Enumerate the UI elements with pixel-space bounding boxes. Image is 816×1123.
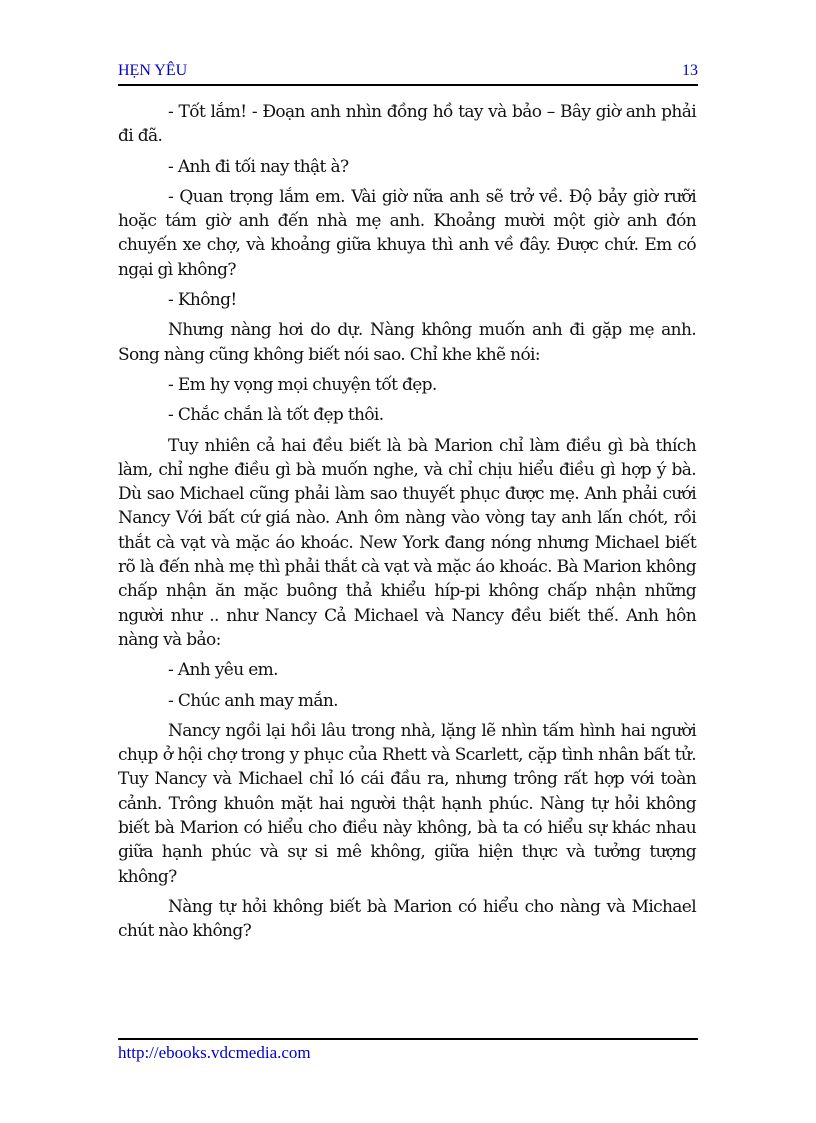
paragraph: Nàng tự hỏi không biết bà Marion có hiểu cho nàng và Michael chút nào không? — [118, 896, 696, 942]
paragraph: - Chúc anh may mắn. — [168, 690, 338, 711]
paragraph: - Anh yêu em. — [168, 660, 278, 681]
paragraph: - Anh đi tối nay thật à? — [168, 156, 349, 177]
paragraph: Nancy ngồi lại hồi lâu trong nhà, lặng lẽ nhìn tấm hình hai người chụp ở hội chợ trong y phục của Rhett và Scarlett, cặp tình nhân bất tử. Tuy Nancy và Michael chỉ ló cái đầu ra, nhưng trông rất hợp với toàn cảnh. Trông khuôn mặt hai người thật hạnh phúc. Nàng tự hỏi không biết bà Marion có hiểu cho điều này không, bà ta có hiểu sự khác nhau giữa hạnh phúc và sự si mê không, giữa hiện thực và tưởng tượng không? — [118, 720, 696, 887]
running-header — [118, 62, 698, 82]
paragraph: Nhưng nàng hơi do dự. Nàng không muốn anh đi gặp mẹ anh. Song nàng cũng không biết nói sao. Chỉ khe khẽ nói: — [118, 320, 696, 365]
paragraph: - Em hy vọng mọi chuyện tốt đẹp. — [168, 374, 437, 395]
paragraph: Tuy nhiên cả hai đều biết là bà Marion chỉ làm điều gì bà thích làm, chỉ nghe điều gì bà muốn nghe, và chỉ chịu hiểu điều gì hợp ý bà. Dù sao Michael cũng phải làm sao thuyết phục được mẹ. Anh phải cưới Nancy Với bất cứ giá nào. Anh ôm nàng vào vòng tay anh lấn chót, rồi thắt cà vạt và mặc áo khoác. New York đang nóng nhưng Michael biết rõ là đến nhà mẹ thì phải thắt cà vạt và mặc áo khoác. Bà Marion không chấp nhận ăn mặc buông thả khiểu híp-pi không chấp nhận những người như .. như Nancy Cả Michael và Nancy đều biết thế. Anh hôn nàng và bảo: — [118, 435, 696, 650]
book-title: HẸN YÊU — [118, 62, 188, 79]
footer-divider — [118, 1038, 698, 1040]
header-divider — [118, 84, 698, 86]
paragraph: - Quan trọng lắm em. Vài giờ nữa anh sẽ trở về. Độ bảy giờ rưỡi hoặc tám giờ anh đến nhà mẹ anh. Khoảng mười một giờ anh đón chuyến xe chợ, và khoảng giữa khuya thì anh về đây. Được chứ. Em có ngại gì không? — [118, 186, 696, 280]
page-number: 13 — [682, 62, 698, 79]
body-text — [118, 100, 696, 950]
paragraph: - Tốt lắm! - Đoạn anh nhìn đồng hồ tay và bảo – Bây giờ anh phải đi đã. — [118, 102, 696, 147]
footer-link[interactable]: http://ebooks.vdcmedia.com — [118, 1043, 311, 1062]
paragraph: - Không! — [168, 290, 237, 311]
paragraph: - Chắc chắn là tốt đẹp thôi. — [168, 405, 384, 426]
